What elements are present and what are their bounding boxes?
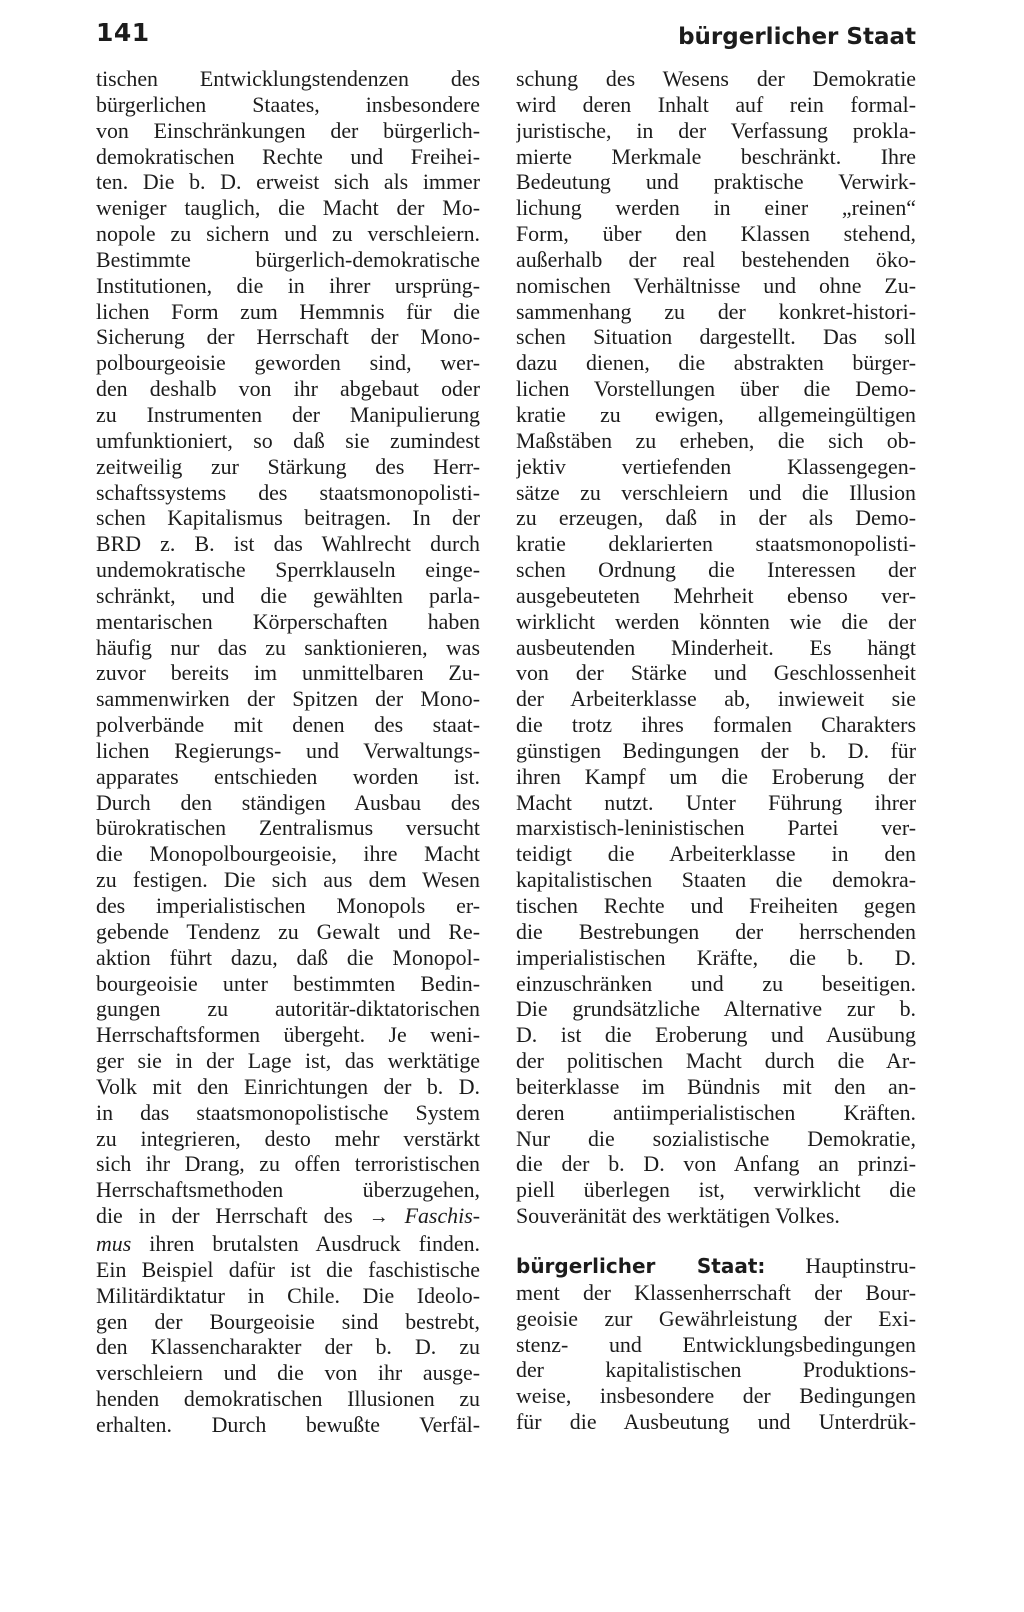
text-line: die der b. D. von Anfang an prinzi-	[516, 1151, 916, 1177]
text-line: ihren Kampf um die Eroberung der	[516, 763, 916, 789]
text-line: Militärdiktatur in Chile. Die Ideolo-	[96, 1282, 480, 1308]
text-line: Maßstäben zu erheben, die sich ob-	[516, 427, 916, 453]
text-line: schen Ordnung die Interessen der	[516, 557, 916, 583]
text-line: gungen zu autoritär-diktatorischen	[96, 996, 480, 1022]
text-line: nopole zu sichern und zu verschleiern.	[96, 221, 480, 247]
text-line: deren antiimperialistischen Kräften.	[516, 1099, 916, 1125]
text-line: in das staatsmonopolistische System	[96, 1099, 480, 1125]
text-line: häufig nur das zu sanktionieren, was	[96, 634, 480, 660]
text-line: Ein Beispiel dafür ist die faschistische	[96, 1256, 480, 1282]
text-line: umfunktioniert, so daß sie zumindest	[96, 427, 480, 453]
text-line: teidigt die Arbeiterklasse in den	[516, 841, 916, 867]
text-line: erhalten. Durch bewußte Verfäl-	[96, 1411, 480, 1437]
text-line: bürokratischen Zentralismus versucht	[96, 815, 480, 841]
text-line: die trotz ihres formalen Charakters	[516, 712, 916, 738]
text-line: schung des Wesens der Demokratie	[516, 66, 916, 91]
text-line: polverbände mit denen des staat-	[96, 712, 480, 738]
text-line: weise, insbesondere der Bedingungen	[516, 1383, 916, 1409]
cross-reference-link[interactable]: Faschis-	[404, 1203, 480, 1229]
text-line: Nur die sozialistische Demokratie,	[516, 1125, 916, 1151]
text-line: marxistisch-leninistischen Partei ver-	[516, 815, 916, 841]
text-line: demokratischen Rechte und Freihei-	[96, 143, 480, 169]
text-line: imperialistischen Kräfte, die b. D.	[516, 944, 916, 970]
text-line: sätze zu verschleiern und die Illusion	[516, 479, 916, 505]
text-line: ger sie in der Lage ist, das werktätige	[96, 1048, 480, 1074]
text-line: ausgebeuteten Mehrheit ebenso ver-	[516, 582, 916, 608]
text-line: zuvor bereits im unmittelbaren Zu-	[96, 660, 480, 686]
text-fragment: ihren brutalsten Ausdruck finden.	[131, 1230, 480, 1256]
text-line-with-xref	[96, 1231, 480, 1257]
text-line: ment der Klassenherrschaft der Bour-	[516, 1279, 916, 1305]
entry-headword: bürgerlicher Staat:	[516, 1253, 766, 1278]
page-number: 141	[96, 18, 150, 47]
text-line: D. ist die Eroberung und Ausübung	[516, 1022, 916, 1048]
text-line: schränkt, und die gewählten parla-	[96, 582, 480, 608]
text-line: bürgerlichen Staates, insbesondere	[96, 91, 480, 117]
text-line: stenz- und Entwicklungsbedingungen	[516, 1331, 916, 1357]
text-line: Macht nutzt. Unter Führung ihrer	[516, 789, 916, 815]
text-line: gen der Bourgeoisie sind bestrebt,	[96, 1308, 480, 1334]
text-line: einzuschränken und zu beseitigen.	[516, 970, 916, 996]
text-line: lichen Form zum Hemmnis für die	[96, 298, 480, 324]
text-line: sammenhang zu der konkret-histori-	[516, 298, 916, 324]
text-line: zu Instrumenten der Manipulierung	[96, 401, 480, 427]
text-line: undemokratische Sperrklauseln einge-	[96, 557, 480, 583]
text-line: kratie zu ewigen, allgemeingültigen	[516, 401, 916, 427]
text-line: aktion führt dazu, daß die Monopol-	[96, 944, 480, 970]
text-line: Form, über den Klassen stehend,	[516, 221, 916, 247]
entry-first-line	[516, 1253, 916, 1280]
text-line: außerhalb der real bestehenden öko-	[516, 246, 916, 272]
text-line: tischen Rechte und Freiheiten gegen	[516, 893, 916, 918]
text-line: Bestimmte bürgerlich-demokratische	[96, 246, 480, 272]
text-line: apparates entschieden worden ist.	[96, 763, 480, 789]
entry-separator	[516, 1229, 916, 1253]
text-line: von der Stärke und Geschlossenheit	[516, 660, 916, 686]
text-line: juristische, in der Verfassung prokla-	[516, 117, 916, 143]
text-line: verschleiern und die von ihr ausge-	[96, 1360, 480, 1386]
text-line: günstigen Bedingungen der b. D. für	[516, 737, 916, 763]
text-line: dazu dienen, die abstrakten bürger-	[516, 350, 916, 376]
text-line: schaftssystems des staatsmonopolisti-	[96, 479, 480, 505]
text-line: zu integrieren, desto mehr verstärkt	[96, 1125, 480, 1151]
left-column	[96, 66, 480, 1438]
text-line: Die grundsätzliche Alternative zur b.	[516, 996, 916, 1022]
right-column	[516, 66, 916, 1435]
text-line: der kapitalistischen Produktions-	[516, 1357, 916, 1383]
text-line: die Bestrebungen der herrschenden	[516, 918, 916, 944]
text-fragment: die in der Herrschaft des	[96, 1203, 369, 1229]
text-line: BRD z. B. ist das Wahlrecht durch	[96, 531, 480, 557]
text-line: für die Ausbeutung und Unterdrük-	[516, 1409, 916, 1435]
text-line: schen Kapitalismus beitragen. In der	[96, 505, 480, 531]
text-line: sammenwirken der Spitzen der Mono-	[96, 686, 480, 712]
text-line: beiterklasse im Bündnis mit den an-	[516, 1073, 916, 1099]
text-fragment: Hauptinstru-	[765, 1252, 916, 1278]
text-line: den deshalb von ihr abgebaut oder	[96, 376, 480, 402]
text-line: Herrschaftsformen übergeht. Je weni-	[96, 1022, 480, 1048]
text-line: zu festigen. Die sich aus dem Wesen	[96, 867, 480, 893]
text-line: schen Situation dargestellt. Das soll	[516, 324, 916, 350]
text-line: geoisie zur Gewährleistung der Exi-	[516, 1305, 916, 1331]
text-line: jektiv vertiefenden Klassengegen-	[516, 453, 916, 479]
text-line: mentarischen Körperschaften haben	[96, 608, 480, 634]
text-line-with-xref	[96, 1203, 480, 1231]
text-line: von Einschränkungen der bürgerlich-	[96, 117, 480, 143]
cross-reference-arrow-icon: →	[368, 1206, 389, 1229]
text-line: kapitalistischen Staaten die demokra-	[516, 867, 916, 893]
running-head: bürgerlicher Staat	[678, 24, 916, 50]
text-line: ten. Die b. D. erweist sich als immer	[96, 169, 480, 195]
text-line: gebende Tendenz zu Gewalt und Re-	[96, 918, 480, 944]
page-header	[96, 14, 916, 62]
text-line: des imperialistischen Monopols er-	[96, 893, 480, 918]
text-line: zeitweilig zur Stärkung des Herr-	[96, 453, 480, 479]
text-line: Sicherung der Herrschaft der Mono-	[96, 324, 480, 350]
text-line: den Klassencharakter der b. D. zu	[96, 1334, 480, 1360]
text-line: zu erzeugen, daß in der als Demo-	[516, 505, 916, 531]
text-line: Institutionen, die in ihrer ursprüng-	[96, 272, 480, 298]
cross-reference-link-continued[interactable]: mus	[96, 1230, 132, 1256]
text-line: Durch den ständigen Ausbau des	[96, 789, 480, 815]
text-line: wirklicht werden könnten wie die der	[516, 608, 916, 634]
text-line: Herrschaftsmethoden überzugehen,	[96, 1177, 480, 1203]
text-line: polbourgeoisie geworden sind, wer-	[96, 350, 480, 376]
text-line: sich ihr Drang, zu offen terroristischen	[96, 1151, 480, 1177]
text-line: Volk mit den Einrichtungen der b. D.	[96, 1073, 480, 1099]
text-line: Souveränität des werktätigen Volkes.	[516, 1203, 840, 1229]
text-line: mierte Merkmale beschränkt. Ihre	[516, 143, 916, 169]
text-line: lichen Regierungs- und Verwaltungs-	[96, 737, 480, 763]
text-line: ausbeutenden Minderheit. Es hängt	[516, 634, 916, 660]
text-line: bourgeoisie unter bestimmten Bedin-	[96, 970, 480, 996]
text-line: piell überlegen ist, verwirklicht die	[516, 1177, 916, 1203]
text-line: weniger tauglich, die Macht der Mo-	[96, 195, 480, 221]
text-line: der Arbeiterklasse ab, inwieweit sie	[516, 686, 916, 712]
text-line: henden demokratischen Illusionen zu	[96, 1386, 480, 1412]
text-line: tischen Entwicklungstendenzen des	[96, 66, 480, 91]
text-line: wird deren Inhalt auf rein formal-	[516, 91, 916, 117]
text-line: der politischen Macht durch die Ar-	[516, 1048, 916, 1074]
text-line: lichen Vorstellungen über die Demo-	[516, 376, 916, 402]
text-line: nomischen Verhältnisse und ohne Zu-	[516, 272, 916, 298]
text-line: die Monopolbourgeoisie, ihre Macht	[96, 841, 480, 867]
text-line: lichung werden in einer „reinen“	[516, 195, 916, 221]
text-line: kratie deklarierten staatsmonopolisti-	[516, 531, 916, 557]
text-line: Bedeutung und praktische Verwirk-	[516, 169, 916, 195]
